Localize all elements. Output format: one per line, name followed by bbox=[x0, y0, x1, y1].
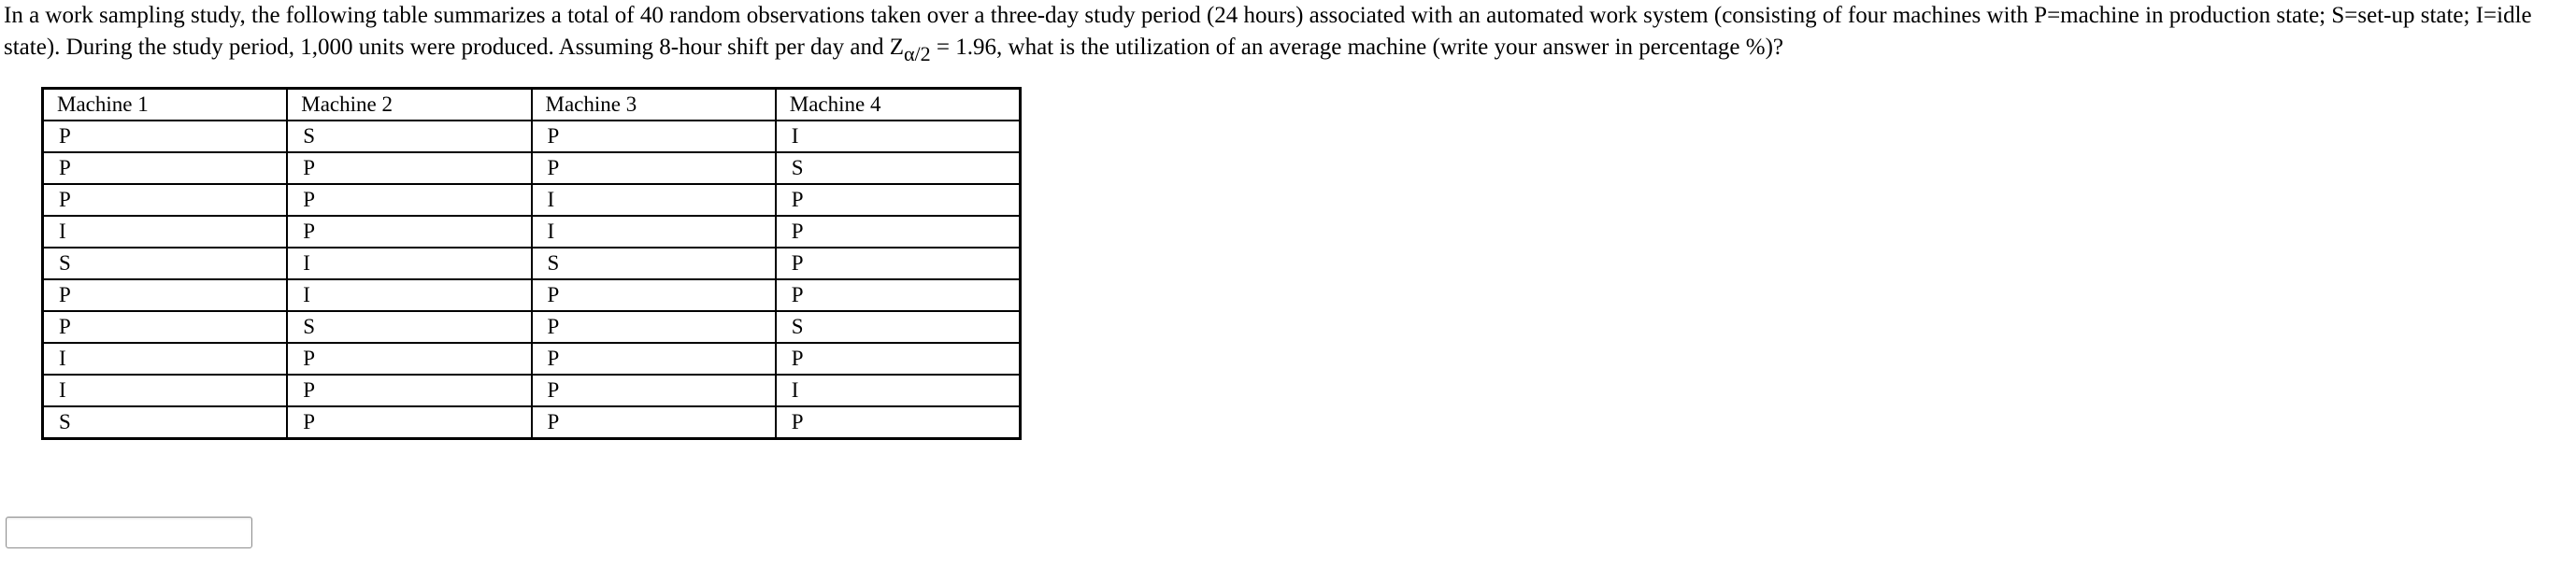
table-cell: P bbox=[287, 343, 531, 375]
answer-input[interactable] bbox=[6, 517, 252, 548]
table-cell: I bbox=[776, 375, 1020, 406]
table-cell: P bbox=[776, 406, 1020, 438]
table-row bbox=[43, 121, 1020, 152]
table-cell: P bbox=[532, 343, 776, 375]
table-row bbox=[43, 406, 1020, 438]
table-cell: P bbox=[287, 375, 531, 406]
table-cell: P bbox=[776, 184, 1020, 216]
observation-table bbox=[41, 87, 1022, 440]
table-header-row bbox=[43, 89, 1020, 121]
table-row bbox=[43, 184, 1020, 216]
table-cell: S bbox=[776, 152, 1020, 184]
table-cell: I bbox=[532, 184, 776, 216]
table-cell: P bbox=[776, 279, 1020, 311]
table-cell: P bbox=[287, 184, 531, 216]
table-cell: S bbox=[532, 248, 776, 279]
table-cell: S bbox=[43, 248, 287, 279]
table-row bbox=[43, 375, 1020, 406]
table-cell: I bbox=[43, 375, 287, 406]
table-cell: P bbox=[43, 152, 287, 184]
table-cell: P bbox=[532, 152, 776, 184]
table-cell: P bbox=[532, 279, 776, 311]
table-cell: P bbox=[776, 216, 1020, 248]
table-cell: P bbox=[43, 184, 287, 216]
z-alpha-symbol: $Z_{\alpha/2}$ bbox=[889, 35, 931, 65]
table-cell: P bbox=[776, 248, 1020, 279]
table-cell: I bbox=[532, 216, 776, 248]
question-text-end: = 1.96, what is the utilization of an average machine (write your answer in percentage %)? bbox=[930, 35, 1784, 60]
table-row bbox=[43, 343, 1020, 375]
header-machine-1: Machine 1 bbox=[43, 89, 287, 121]
table-row bbox=[43, 279, 1020, 311]
table-row bbox=[43, 152, 1020, 184]
table-cell: P bbox=[43, 121, 287, 152]
table-cell: S bbox=[287, 311, 531, 343]
table-cell: I bbox=[776, 121, 1020, 152]
table-cell: P bbox=[43, 311, 287, 343]
header-machine-4: Machine 4 bbox=[776, 89, 1020, 121]
table-cell: P bbox=[532, 311, 776, 343]
table-cell: I bbox=[287, 279, 531, 311]
table-cell: I bbox=[43, 216, 287, 248]
table-row bbox=[43, 248, 1020, 279]
table-cell: S bbox=[287, 121, 531, 152]
header-machine-3: Machine 3 bbox=[532, 89, 776, 121]
table-cell: P bbox=[532, 375, 776, 406]
table-cell: I bbox=[287, 248, 531, 279]
table-cell: P bbox=[287, 216, 531, 248]
table-cell: P bbox=[287, 406, 531, 438]
table-cell: S bbox=[43, 406, 287, 438]
table-cell: P bbox=[43, 279, 287, 311]
table-cell: P bbox=[287, 152, 531, 184]
table-row bbox=[43, 216, 1020, 248]
table-cell: P bbox=[532, 121, 776, 152]
table-cell: I bbox=[43, 343, 287, 375]
table-row bbox=[43, 311, 1020, 343]
question-text-main: In a work sampling study, the following table summarizes a total of 40 random observations taken over a three-day study period (24 hours) associated with an automated work system (consisting of four machines with P=machine in production state; S=set-up state; I=idle state). During the study period, 1,000 units were produced. Assuming 8-hour shift per day and bbox=[4, 3, 2532, 60]
header-machine-2: Machine 2 bbox=[287, 89, 531, 121]
question-text bbox=[4, 0, 2565, 64]
table-cell: P bbox=[532, 406, 776, 438]
table-cell: S bbox=[776, 311, 1020, 343]
table-cell: P bbox=[776, 343, 1020, 375]
